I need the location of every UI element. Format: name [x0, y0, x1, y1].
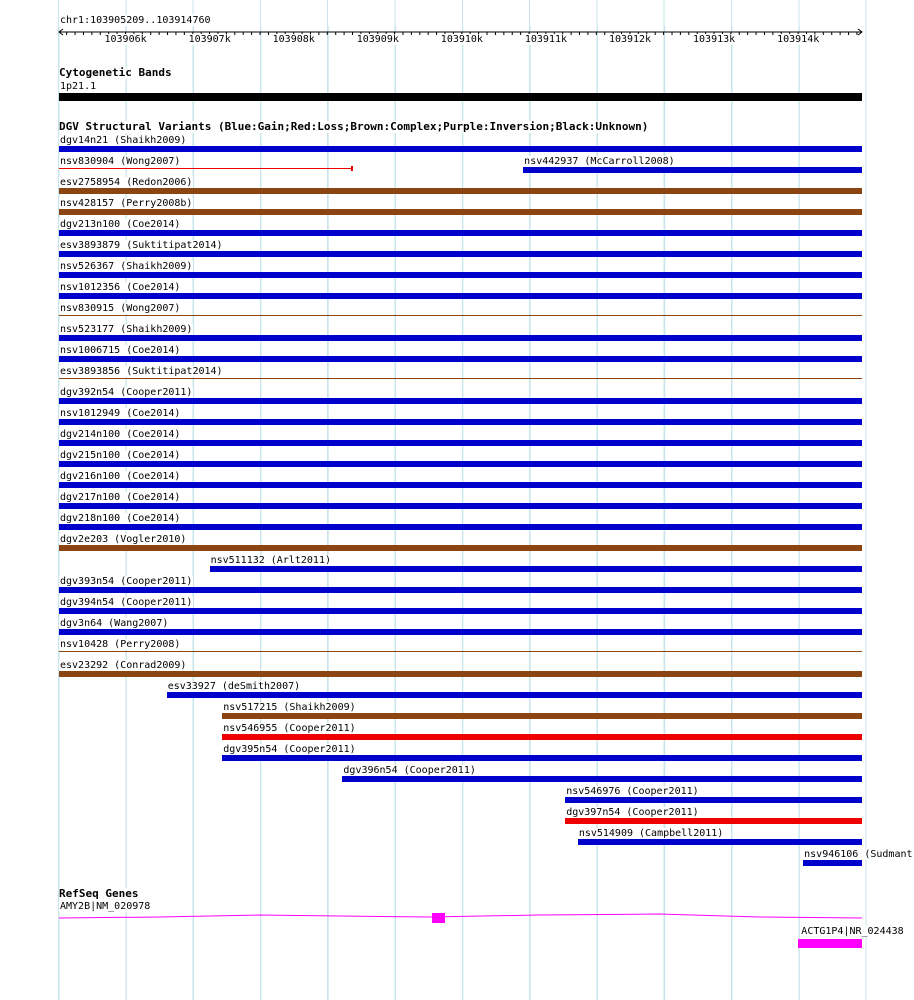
cyto-band-label: 1p21.1	[60, 81, 97, 92]
sv-feature-bar[interactable]	[59, 209, 862, 215]
sv-label: nsv511132 (Arlt2011)	[210, 555, 331, 566]
sv-label: nsv830915 (Wong2007)	[60, 303, 181, 314]
sv-label: nsv1006715 (Coe2014)	[60, 345, 181, 356]
sv-label: esv33927 (deSmith2007)	[167, 681, 301, 692]
sv-feature-bar[interactable]	[59, 315, 862, 316]
sv-feature-bar[interactable]	[59, 482, 862, 488]
sv-feature-bar[interactable]	[59, 545, 862, 551]
sv-feature-bar[interactable]	[59, 378, 862, 379]
ruler-tick-label: 103908k	[272, 34, 315, 45]
sv-label: nsv546976 (Cooper2011)	[566, 786, 699, 797]
gene-label: AMY2B|NM_020978	[60, 901, 151, 912]
sv-feature-bar[interactable]	[59, 335, 862, 341]
sv-label: dgv215n100 (Coe2014)	[60, 450, 181, 461]
ruler-tick-label: 103907k	[188, 34, 231, 45]
sv-label: nsv1012356 (Coe2014)	[60, 282, 181, 293]
sv-label: dgv14n21 (Shaikh2009)	[60, 135, 187, 146]
sv-label: esv3893879 (Suktitipat2014)	[60, 240, 223, 251]
ruler-tick-label: 103909k	[356, 34, 399, 45]
sv-feature-bar[interactable]	[59, 608, 862, 614]
sv-label: nsv946106 (Sudmant	[804, 849, 913, 860]
sv-feature-bar[interactable]	[59, 503, 862, 509]
sv-label: dgv216n100 (Coe2014)	[60, 471, 181, 482]
sv-label: nsv526367 (Shaikh2009)	[60, 261, 193, 272]
sv-feature-bar[interactable]	[59, 419, 862, 425]
sv-label: nsv428157 (Perry2008b)	[60, 198, 193, 209]
gene-label: ACTG1P4|NR_024438	[801, 926, 904, 937]
sv-feature-bar[interactable]	[210, 566, 862, 572]
sv-label: esv23292 (Conrad2009)	[60, 660, 187, 671]
sv-feature-bar[interactable]	[59, 293, 862, 299]
sv-label: nsv514909 (Campbell2011)	[578, 828, 724, 839]
sv-label: esv2758954 (Redon2006)	[60, 177, 193, 188]
cyto-track-title: Cytogenetic Bands	[59, 66, 172, 79]
sv-feature-bar[interactable]	[342, 776, 862, 782]
ruler-tick-label: 103913k	[693, 34, 736, 45]
sv-feature-bar[interactable]	[222, 734, 862, 740]
sv-feature-bar[interactable]	[565, 818, 862, 824]
sv-label: nsv10428 (Perry2008)	[60, 639, 181, 650]
ruler-tick-label: 103914k	[777, 34, 820, 45]
sv-label: nsv546955 (Cooper2011)	[223, 723, 356, 734]
sv-feature-bar[interactable]	[59, 146, 862, 152]
ruler-tick-label: 103911k	[524, 34, 568, 45]
sv-feature-bar[interactable]	[59, 356, 862, 362]
sv-feature-bar[interactable]	[59, 440, 862, 446]
sv-feature-bar[interactable]	[59, 272, 862, 278]
sv-label: dgv218n100 (Coe2014)	[60, 513, 181, 524]
sv-feature-bar[interactable]	[222, 713, 862, 719]
gene-feature-bar[interactable]	[798, 939, 862, 948]
sv-label: dgv396n54 (Cooper2011)	[343, 765, 476, 776]
sv-label: dgv213n100 (Coe2014)	[60, 219, 181, 230]
sv-feature-bar[interactable]	[59, 651, 862, 652]
sv-feature-bar[interactable]	[59, 188, 862, 194]
ruler-tick-label: 103906k	[104, 34, 147, 45]
sv-feature-bar[interactable]	[59, 230, 862, 236]
sv-feature-bar[interactable]	[167, 692, 862, 698]
sv-label: dgv393n54 (Cooper2011)	[60, 576, 193, 587]
ruler-tick-label: 103910k	[440, 34, 483, 45]
sv-label: nsv1012949 (Coe2014)	[60, 408, 181, 419]
sv-label: dgv392n54 (Cooper2011)	[60, 387, 193, 398]
sv-feature-bar[interactable]	[59, 524, 862, 530]
sv-label: dgv3n64 (Wang2007)	[60, 618, 169, 629]
sv-feature-bar[interactable]	[59, 461, 862, 467]
sv-feature-bar[interactable]	[59, 251, 862, 257]
sv-feature-bar[interactable]	[578, 839, 862, 845]
sv-label: dgv394n54 (Cooper2011)	[60, 597, 193, 608]
sv-feature-bar[interactable]	[59, 168, 352, 169]
sv-feature-bar[interactable]	[59, 398, 862, 404]
sv-label: dgv2e203 (Vogler2010)	[60, 534, 187, 545]
sv-label: esv3893856 (Suktitipat2014)	[60, 366, 223, 377]
sv-feature-bar[interactable]	[222, 755, 862, 761]
dgv-track-title: DGV Structural Variants (Blue:Gain;Red:Loss;Brown:Complex;Purple:Inversion;Black:Unknown)	[59, 120, 649, 133]
sv-feature-bar[interactable]	[565, 797, 862, 803]
sv-label: dgv214n100 (Coe2014)	[60, 429, 181, 440]
sv-feature-bar[interactable]	[803, 860, 862, 866]
position-label: chr1:103905209..103914760	[60, 15, 211, 26]
sv-label: nsv517215 (Shaikh2009)	[223, 702, 356, 713]
sv-label: nsv523177 (Shaikh2009)	[60, 324, 193, 335]
sv-feature-bar[interactable]	[59, 671, 862, 677]
sv-label: dgv395n54 (Cooper2011)	[223, 744, 356, 755]
sv-label: dgv217n100 (Coe2014)	[60, 492, 181, 503]
sv-feature-bar[interactable]	[523, 167, 862, 173]
cyto-band-bar[interactable]	[59, 93, 862, 101]
refseq-track-title: RefSeq Genes	[59, 887, 139, 900]
sv-label: nsv830904 (Wong2007)	[60, 156, 181, 167]
sv-feature-bar[interactable]	[59, 587, 862, 593]
sv-label: nsv442937 (McCarroll2008)	[524, 156, 675, 167]
gene-exon[interactable]	[432, 913, 445, 923]
sv-label: dgv397n54 (Cooper2011)	[566, 807, 699, 818]
sv-feature-bar[interactable]	[59, 629, 862, 635]
ruler-tick-label: 103912k	[608, 34, 652, 45]
